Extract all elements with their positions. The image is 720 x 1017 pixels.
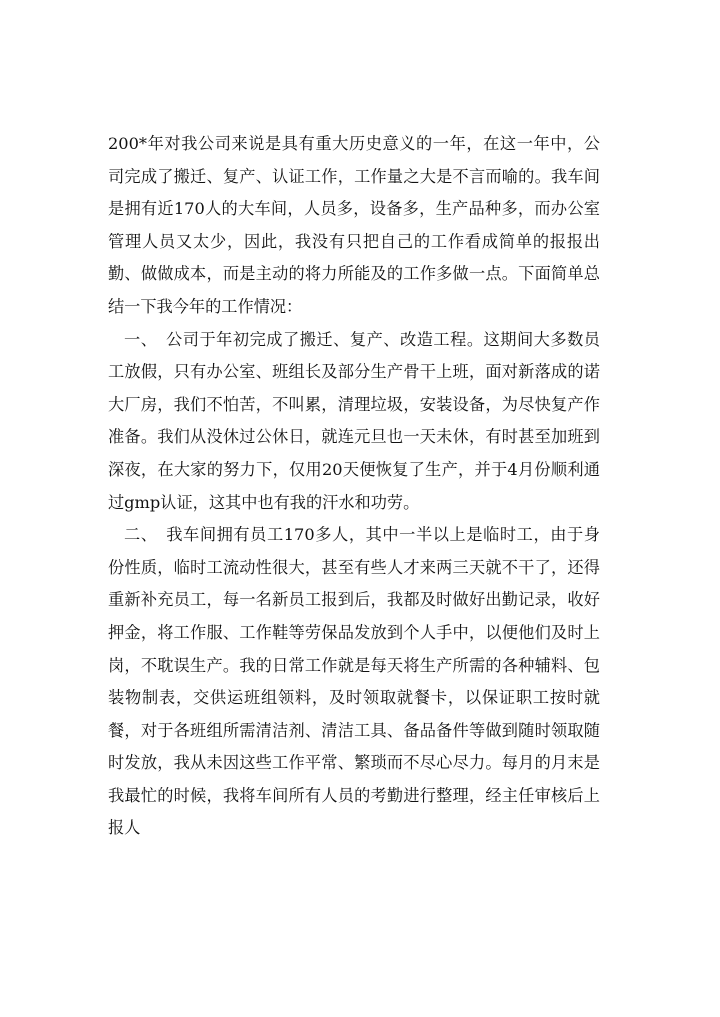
paragraph-intro: 200*年对我公司来说是具有重大历史意义的一年，在这一年中，公司完成了搬迁、复产、认证工作，工作量之大是不言而喻的。我车间是拥有近170人的大车间，人员多，设备多，生产品种多，而办公室管理人员又太少，因此，我没有只把自己的工作看成简单的报报出勤、做做成本，而是主动的将力所能及的工作多做一点。下面简单总结一下我今年的工作情况： <box>108 134 600 316</box>
paragraph-section-one: 一、 公司于年初完成了搬迁、复产、改造工程。这期间大多数员工放假，只有办公室、班组长及部分生产骨干上班，面对新落成的诺大厂房，我们不怕苦，不叫累，清理垃圾，安装设备，为尽快复产作准备。我们从没休过公休日，就连元旦也一天未休，有时甚至加班到深夜，在大家的努力下，仅用20天便恢复了生产，并于4月份顺利通过gmp认证，这其中也有我的汗水和功劳。 <box>108 329 600 512</box>
document-body <box>108 128 600 845</box>
paragraph-section-two: 二、 我车间拥有员工170多人，其中一半以上是临时工，由于身份性质，临时工流动性很大，甚至有些人才来两三天就不干了，还得重新补充员工，每一名新员工报到后，我都及时做好出勤记录，收好押金，将工作服、工作鞋等劳保品发放到个人手中，以便他们及时上岗，不耽误生产。我的日常工作就是每天将生产所需的各种辅料、包装物制表，交供运班组领料，及时领取就餐卡，以保证职工按时就餐，对于各班组所需清洁剂、清洁工具、备品备件等做到随时领取随时发放，我从未因这些工作平常、繁琐而不尽心尽力。每月的月末是我最忙的时候，我将车间所有人员的考勤进行整理，经主任审核后上报人 <box>108 525 600 838</box>
